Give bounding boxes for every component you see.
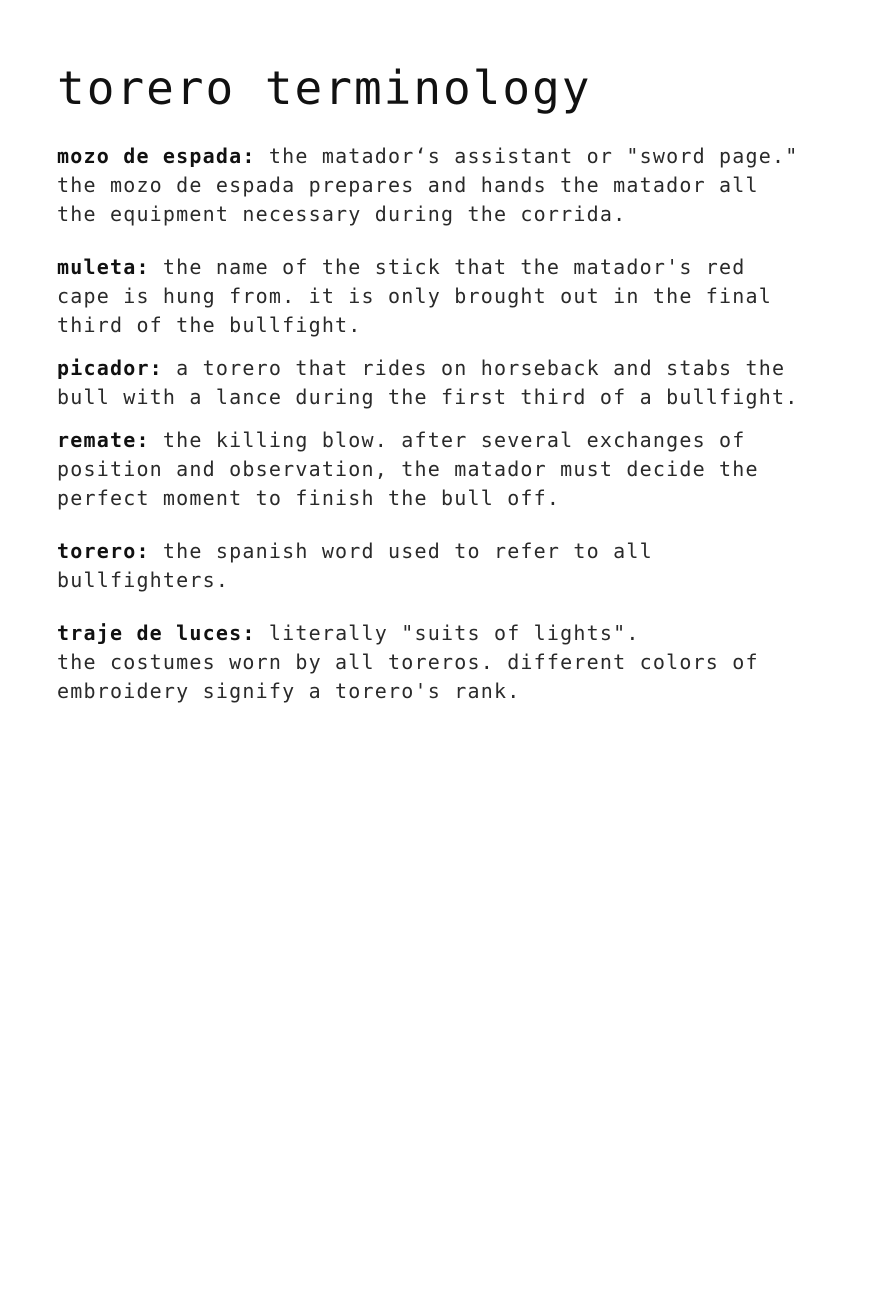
definition-term: traje de luces:: [57, 621, 256, 645]
definition-text: bullfighters.: [57, 568, 230, 592]
definition-text: a torero that rides on horseback and stabs the: [162, 356, 786, 380]
definition-text: third of the bullfight.: [57, 313, 362, 337]
definition-term: mozo de espada:: [57, 144, 256, 168]
definition-text: the name of the stick that the matador's red: [149, 255, 746, 279]
definition-text: the costumes worn by all toreros. different colors of: [57, 650, 759, 674]
definition-mozo-de-espada: [57, 142, 877, 229]
definition-remate: [57, 426, 877, 513]
definition-text: literally "suits of lights".: [255, 621, 640, 645]
definition-text: perfect moment to finish the bull off.: [57, 486, 561, 510]
definition-text: the spanish word used to refer to all: [149, 539, 653, 563]
definition-text: the mozo de espada prepares and hands the matador all: [57, 173, 759, 197]
definition-text: bull with a lance during the first third of a bullfight.: [57, 385, 799, 409]
definition-term: torero:: [57, 539, 150, 563]
definition-traje-de-luces: [57, 619, 877, 706]
definition-text: the killing blow. after several exchanges of: [149, 428, 746, 452]
definition-text: the equipment necessary during the corrida.: [57, 202, 627, 226]
definition-term: remate:: [57, 428, 150, 452]
definition-muleta: [57, 253, 877, 340]
definition-term: picador:: [57, 356, 163, 380]
definition-term: muleta:: [57, 255, 150, 279]
definition-torero: [57, 537, 877, 595]
document-page: [57, 60, 877, 706]
definition-picador: [57, 354, 877, 412]
page-title: torero terminology: [57, 61, 592, 115]
definition-text: position and observation, the matador must decide the: [57, 457, 759, 481]
definition-text: embroidery signify a torero's rank.: [57, 679, 521, 703]
definition-text: cape is hung from. it is only brought out in the final: [57, 284, 773, 308]
definition-text: the matador‘s assistant or "sword page.": [255, 144, 799, 168]
